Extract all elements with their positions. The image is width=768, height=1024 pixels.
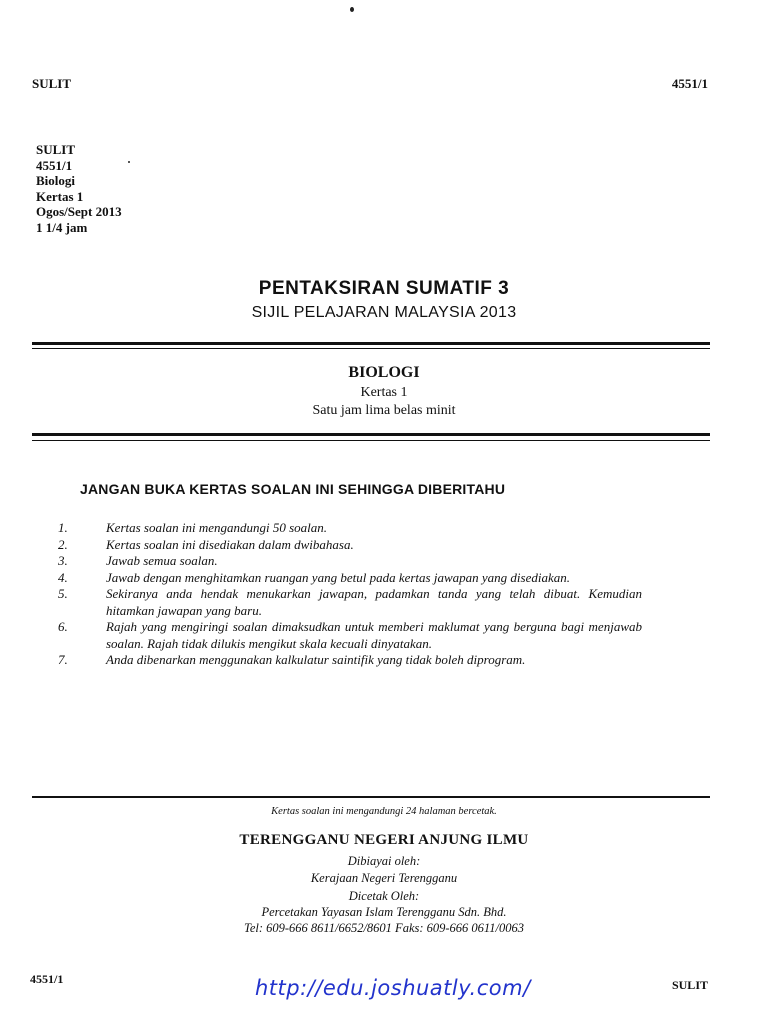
instruction-number: 1. — [58, 520, 68, 535]
funded-by: Kerajaan Negeri Terengganu — [310, 871, 458, 885]
instruction-item — [0, 553, 768, 570]
exam-title: PENTAKSIRAN SUMATIF 3 — [258, 278, 510, 299]
instruction-number: 7. — [58, 652, 68, 667]
instruction-item — [0, 619, 768, 652]
footer-code: 4551/1 — [30, 972, 64, 986]
info-line: Kertas 1 — [36, 188, 84, 204]
paper-duration: Satu jam lima belas minit — [312, 403, 456, 418]
instruction-text: Kertas soalan ini mengandungi 50 soalan. — [106, 520, 328, 535]
info-line: Biologi — [36, 173, 76, 188]
instruction-item — [0, 652, 768, 669]
instruction-item — [0, 520, 768, 537]
footer-classification: SULIT — [671, 978, 708, 992]
info-line: SULIT — [36, 142, 76, 157]
divider-top-thin — [32, 348, 710, 349]
instruction-number: 6. — [58, 619, 68, 634]
scan-speck — [128, 161, 130, 163]
printed-by-label: Dicetak Oleh: — [348, 889, 420, 903]
instruction-text: Jawab dengan menghitamkan ruangan yang betul pada kertas jawapan yang disediakan. — [106, 569, 570, 585]
paper-info-block — [36, 142, 122, 235]
header-code: 4551/1 — [671, 76, 708, 91]
funded-by-label: Dibiayai oleh: — [347, 854, 421, 868]
subject-name: BIOLOGI — [348, 364, 420, 381]
instruction-text: Sekiranya anda hendak menukarkan jawapan, padamkan tanda yang telah dibuat. Kemudian hitamkan jawapan yang baru. — [106, 586, 642, 618]
info-line: 4551/1 — [36, 157, 73, 173]
instruction-number: 3. — [58, 553, 68, 568]
instruction-text: Kertas soalan ini disediakan dalam dwibahasa. — [106, 536, 354, 552]
instructions-list — [0, 520, 768, 669]
instruction-item — [0, 586, 768, 619]
scan-speck — [350, 7, 354, 12]
instruction-number: 4. — [58, 569, 68, 585]
warning-notice: JANGAN BUKA KERTAS SOALAN INI SEHINGGA DIBERITAHU — [80, 481, 506, 497]
instruction-text: Jawab semua soalan. — [106, 553, 218, 568]
instruction-text: Anda dibenarkan menggunakan kalkulatur saintifik yang tidak boleh diprogram. — [106, 652, 526, 667]
instruction-item — [0, 570, 768, 587]
instruction-text: Rajah yang mengiringi soalan dimaksudkan untuk memberi maklumat yang berguna bagi menjawab soalan. Rajah tidak dilukis mengikut skala kecuali dinyatakan. — [106, 619, 642, 651]
instruction-number: 5. — [58, 586, 68, 601]
info-line: Ogos/Sept 2013 — [36, 204, 122, 219]
exam-subtitle: SIJIL PELAJARAN MALAYSIA 2013 — [251, 304, 517, 321]
divider-middle — [32, 433, 710, 436]
printer-contact: Tel: 609-666 8611/6652/8601 Faks: 609-666 0611/0063 — [244, 921, 524, 935]
organization-name: TERENGGANU NEGERI ANJUNG ILMU — [239, 832, 529, 848]
paper-number: Kertas 1 — [360, 385, 408, 400]
divider-middle-thin — [32, 440, 710, 441]
instruction-item — [0, 537, 768, 554]
divider-bottom — [32, 796, 710, 798]
printer-name: Percetakan Yayasan Islam Terengganu Sdn. Bhd. — [261, 905, 507, 919]
instruction-number: 2. — [58, 536, 68, 552]
page-count-note: Kertas soalan ini mengandungi 24 halaman bercetak. — [271, 806, 497, 817]
divider-top — [32, 342, 710, 345]
info-line: 1 1/4 jam — [36, 219, 88, 235]
header-classification: SULIT — [32, 76, 72, 91]
source-url-link[interactable]: http://edu.joshuatly.com/ — [255, 976, 531, 1000]
